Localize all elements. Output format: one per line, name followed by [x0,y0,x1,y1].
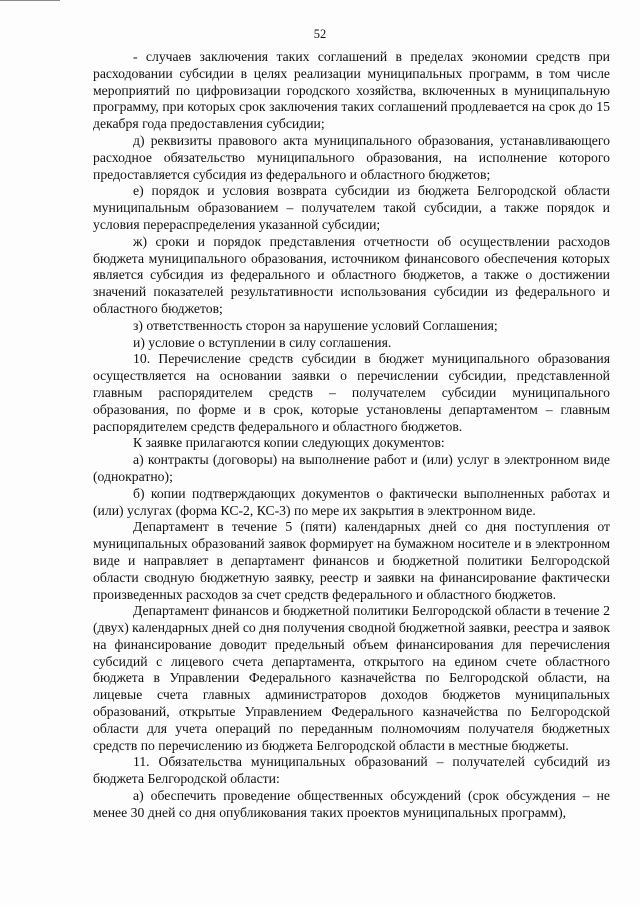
paragraph-attachments-intro: К заявке прилагаются копии следующих документов: [133,435,445,451]
paragraph-department-procedure: Департамент в течение 5 (пяти) календарных дней со дня поступления от муниципальных образований заявок формирует на бумажном носителе и в электронном виде и направляет в департамент финансов и бюджетной политики Белгородской области сводную бюджетную заявку, реестр и заявки на финансирование фактически произведенных расходов за счет средств федерального и областного бюджетов. [93,519,610,602]
paragraph-exception-clause: - случаев заключения таких соглашений в пределах экономии средств при расходовании субсидии в целях реализации муниципальных программ, в том числе мероприятий по цифровизации городского хозяйства, включенных в муниципальную программу, при которых срок заключения таких соглашений продлевается на срок до 15 декабря года предоставления субсидии; [93,49,610,132]
paragraph-section-10: 10. Перечисление средств субсидии в бюджет муниципального образования осуществляется на основании заявки о перечислении субсидии, представленной главным распорядителем средств – получателем субсидии муниципального образования, по форме и в срок, которые установлены департаментом – главным распорядителем средств федерального и областного бюджетов. [93,351,610,434]
paragraph-obligation-a: а) обеспечить проведение общественных обсуждений (срок обсуждения – не менее 30 дней со дня опубликования таких проектов муниципальных программ), [93,788,610,820]
paragraph-finance-department: Департамент финансов и бюджетной политики Белгородской области в течение 2 (двух) календарных дней со дня получения сводной бюджетной заявки, реестра и заявок на финансирование доводит предельный объем финансирования для перечисления субсидий с лицевого счета департамента, открытого на едином счете областного бюджета в Управлении Федерального казначейства по Белгородской области, на лицевые счета главных администраторов доходов бюджетов муниципальных образований, открытые Управлением Федерального казначейства по Белгородской области для учета операций по переданным полномочиям получателя бюджетных средств по перечислению из бюджета Белгородской области в местные бюджеты. [93,603,610,753]
paragraph-item-z: з) ответственность сторон за нарушение условий Соглашения; [133,317,498,333]
paragraph-attachment-a: а) контракты (договоры) на выполнение работ и (или) услуг в электронном виде (однократно); [93,452,610,484]
page-number: 52 [313,27,327,41]
paragraph-section-11: 11. Обязательства муниципальных образований – получателей субсидий из бюджета Белгородской области: [93,754,610,787]
paragraph-item-i: и) условие о вступлении в силу соглашения. [133,334,392,350]
paragraph-item-d: д) реквизиты правового акта муниципального образования, устанавливающего расходное обязательство муниципального образования, на исполнение которого предоставляется субсидия из федерального и областного бюджетов; [93,132,610,182]
scan-edge-line [0,0,60,1]
document-body [93,49,610,822]
paragraph-attachment-b: б) копии подтверждающих документов о фактически выполненных работах и (или) услугах (форма КС-2, КС-3) по мере их закрытия в электронном виде. [93,485,610,518]
paragraph-item-zh: ж) сроки и порядок представления отчетности об осуществлении расходов бюджета муниципального образования, источником финансового обеспечения которых является субсидия из федерального и областного бюджетов, а также о достижении значений показателей результативности использования субсидии из федерального и областного бюджетов; [93,233,610,316]
paragraph-item-e: е) порядок и условия возврата субсидии из бюджета Белгородской области муниципальным образованием – получателем такой субсидии, а также порядок и условия перераспределения указанной субсидии; [93,183,610,232]
